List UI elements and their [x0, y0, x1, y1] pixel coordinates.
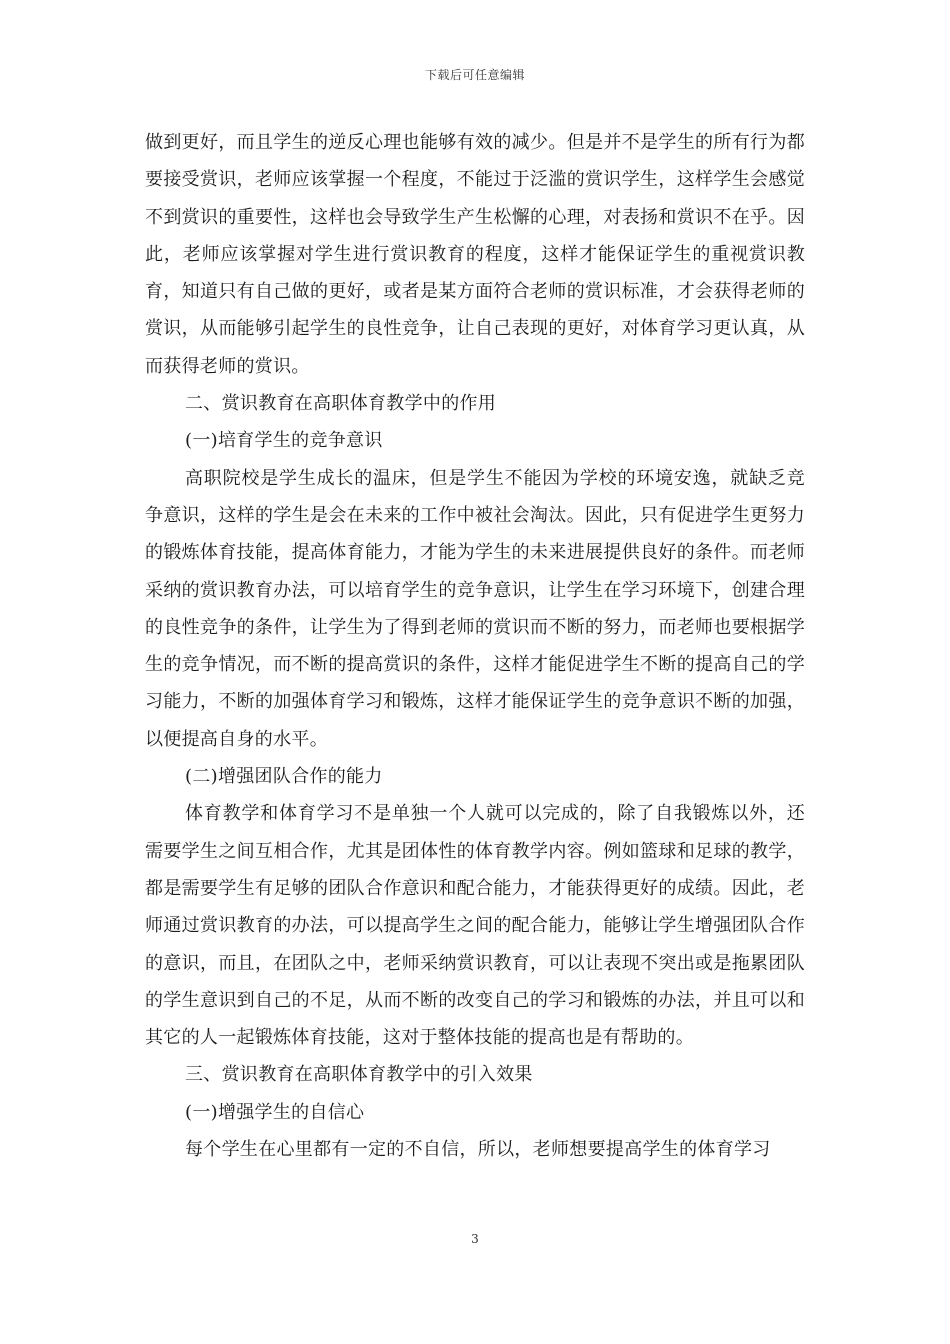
paragraph-teamwork: 体育教学和体育学习不是单独一个人就可以完成的，除了自我锻炼以外，还需要学生之间互相合作，尤其是团体性的体育教学内容。例如篮球和足球的教学，都是需要学生有足够的团队合作意识和配合能力，才能获得更好的成绩。因此，老师通过赏识教育的办法，可以提高学生之间的配合能力，能够让学生增强团队合作的意识，而且，在团队之中，老师采纳赏识教育，可以让表现不突出或是拖累团队的学生意识到自己的不足，从而不断的改变自己的学习和锻炼的办法，并且可以和其它的人一起锻炼体育技能，这对于整体技能的提高也是有帮助的。	[145, 803, 805, 1049]
paragraph-competition: 高职院校是学生成长的温床，但是学生不能因为学校的环境安逸，就缺乏竞争意识，这样的学生是会在未来的工作中被社会淘汰。因此，只有促进学生更努力的锻炼体育技能，提高体育能力，才能为学生的未来进展提供良好的条件。而老师采纳的赏识教育办法，可以培育学生的竞争意识，让学生在学习环境下，创建合理的良性竞争的条件，让学生为了得到老师的赏识而不断的努力，而老师也要根据学生的竞争情况，而不断的提高赏识的条件，这样才能促进学生不断的提高自己的学习能力，不断的加强体育学习和锻炼，这样才能保证学生的竞争意识不断的加强，以便提高自身的水平。	[145, 467, 805, 750]
subheading-teamwork: (二)增强团队合作的能力	[185, 766, 383, 788]
page-header: 下载后可任意编辑	[424, 68, 525, 82]
document-body	[145, 124, 805, 1168]
paragraph-praise-degree: 做到更好，而且学生的逆反心理也能够有效的减少。但是并不是学生的所有行为都要接受赏识，老师应该掌握一个程度，不能过于泛滥的赏识学生，这样学生会感觉不到赏识的重要性，这样也会导致学生产生松懈的心理，对表扬和赏识不在乎。因此，老师应该掌握对学生进行赏识教育的程度，这样才能保证学生的重视赏识教育，知道只有自己做的更好，或者是某方面符合老师的赏识标准，才会获得老师的赏识，从而能够引起学生的良性竞争，让自己表现的更好，对体育学习更认真，从而获得老师的赏识。	[145, 132, 805, 377]
paragraph-confidence: 每个学生在心里都有一定的不自信，所以，老师想要提高学生的体育学习	[185, 1139, 771, 1161]
section-heading-effect: 三、赏识教育在高职体育教学中的引入效果	[185, 1064, 533, 1086]
subheading-competition: (一)培育学生的竞争意识	[185, 430, 383, 452]
section-heading-role: 二、赏识教育在高职体育教学中的作用	[185, 393, 497, 415]
page-number: 3	[471, 1232, 479, 1246]
subheading-confidence: (一)增强学生的自信心	[185, 1101, 365, 1123]
